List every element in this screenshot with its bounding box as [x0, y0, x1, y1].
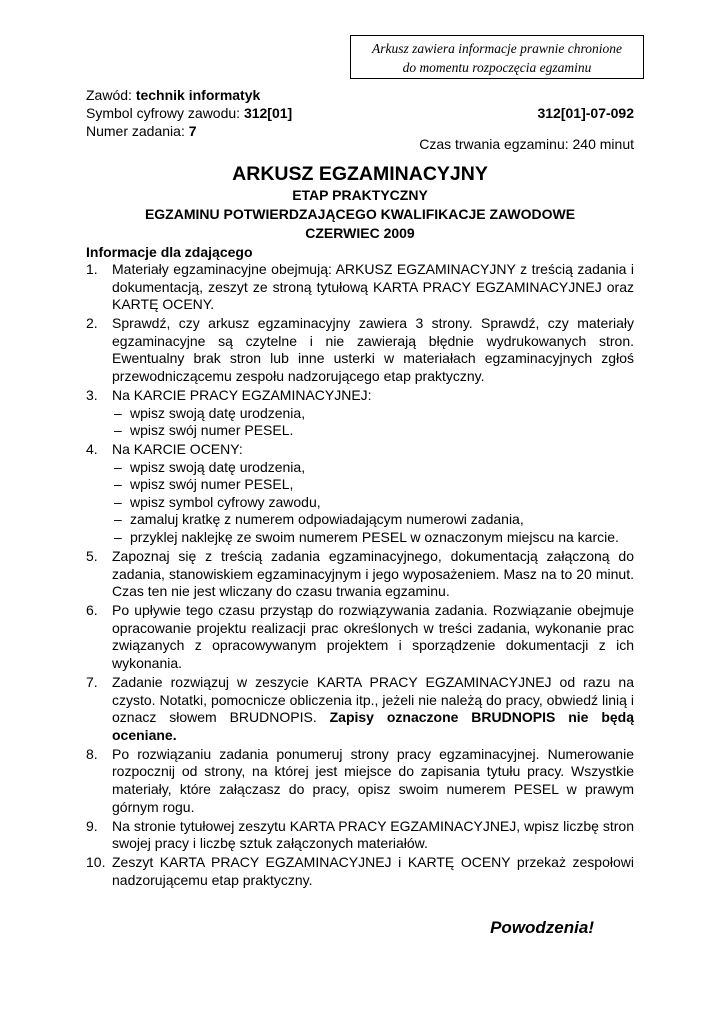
item-text: Materiały egzaminacyjne obejmują: ARKUSZ EGZAMINACYJNY z treścią zadania i dokumentacją, zeszyt ze stroną tytułową KARTA PRACY EGZAMINACYJNEJ oraz KARTĘ OCENY.	[112, 261, 634, 313]
title-block	[86, 162, 634, 243]
list-item	[86, 261, 634, 314]
sub-list	[112, 459, 634, 547]
page-title: ARKUSZ EGZAMINACYJNY	[232, 163, 488, 185]
item-text: Zeszyt KARTA PRACY EGZAMINACYJNEJ i KARTĘ OCENY przekaż zespołowi nadzorującemu etap praktyczny.	[112, 854, 634, 888]
sub-item-text: zamaluj kratkę z numerem odpowiadającym numerowi zadania,	[130, 511, 524, 528]
profession-row	[86, 86, 634, 104]
dash-bullet: –	[114, 458, 122, 475]
list-item	[86, 674, 634, 744]
item-number: 1.	[86, 261, 98, 277]
sub-item	[112, 405, 634, 423]
sub-item-text: wpisz swój numer PESEL,	[130, 476, 294, 493]
sub-list	[112, 405, 634, 440]
sub-item	[112, 459, 634, 477]
item-text-bold: Zapisy oznaczone BRUDNOPIS nie będą oceniane.	[112, 709, 634, 743]
list-item	[86, 387, 634, 440]
sub-item-text: wpisz swoją datę urodzenia,	[130, 404, 306, 421]
dash-bullet: –	[114, 422, 122, 439]
profession-value: technik informatyk	[135, 87, 261, 103]
symbol-row	[86, 104, 634, 122]
sub-item	[112, 529, 634, 547]
sub-item	[112, 511, 634, 529]
closing-message: Powodzenia!	[490, 918, 594, 937]
sub-item	[112, 476, 634, 494]
dash-bullet: –	[114, 404, 122, 421]
list-item	[86, 441, 634, 547]
item-number: 6.	[86, 602, 98, 619]
dash-bullet: –	[114, 476, 122, 493]
item-number: 8.	[86, 745, 98, 762]
item-text: Na KARCIE OCENY:	[112, 441, 243, 458]
item-number: 7.	[86, 674, 98, 690]
item-text: Po upływie tego czasu przystąp do rozwiązywania zadania. Rozwiązanie obejmuje opracowanie projektu realizacji prac określonych w treści zadania, wykonanie prac związanych z opracowywanym projektem i sporządzenie dokumentacji z ich wykonania.	[112, 602, 634, 672]
exam-date: CZERWIEC 2009	[305, 225, 415, 241]
dash-bullet: –	[114, 529, 122, 546]
list-item	[86, 602, 634, 672]
item-number: 5.	[86, 548, 98, 565]
symbol-label: Symbol cyfrowy zawodu:	[86, 105, 244, 121]
item-number: 2.	[86, 315, 98, 332]
sub-item-text: wpisz swoją datę urodzenia,	[130, 458, 306, 475]
confidentiality-notice	[350, 35, 644, 79]
list-item	[86, 818, 634, 853]
list-item	[86, 315, 634, 385]
item-text: Zapoznaj się z treścią zadania egzaminacyjnego, dokumentacją załączoną do zadania, stanowiskiem egzaminacyjnym i jego wyposażeniem. Masz na to 20 minut. Czas ten nie jest wliczany do czasu trwania egzaminu.	[112, 548, 634, 600]
exam-meta	[86, 86, 634, 140]
symbol-value: 312[01]	[243, 105, 293, 121]
dash-bullet: –	[114, 511, 122, 528]
sub-item-text: wpisz swój numer PESEL.	[130, 422, 294, 439]
item-text: Zadanie rozwiązuj w zeszycie KARTA PRACY EGZAMINACYJNEJ od razu na czysto. Notatki, pomocnicze obliczenia itp., jeżeli nie należą do pracy, obwiedź linią i oznacz słowem BRUDNOPIS.	[112, 674, 634, 726]
item-number: 4.	[86, 441, 98, 458]
task-label: Numer zadania:	[86, 123, 189, 139]
sub-item-text: wpisz symbol cyfrowy zawodu,	[130, 493, 321, 510]
exam-code: 312[01]-07-092	[537, 105, 634, 121]
notice-line-2: do momentu rozpoczęcia egzaminu	[402, 60, 592, 75]
list-item	[86, 854, 634, 889]
sub-item	[112, 422, 634, 440]
list-item	[86, 548, 634, 601]
item-text: Po rozwiązaniu zadania ponumeruj strony pracy egzaminacyjnej. Numerowanie rozpocznij od strony, na której jest miejsce do zapisania tytułu pracy. Wszystkie materiały, które załączasz do pracy, opisz swoim numerem PESEL w prawym górnym rogu.	[112, 745, 634, 815]
stage-title: ETAP PRAKTYCZNY	[292, 187, 428, 203]
item-number: 9.	[86, 817, 98, 834]
dash-bullet: –	[114, 493, 122, 510]
notice-line-1: Arkusz zawiera informacje prawnie chronione	[372, 41, 622, 56]
item-number: 3.	[86, 386, 98, 403]
item-text: Na stronie tytułowej zeszytu KARTA PRACY EGZAMINACYJNEJ, wpisz liczbę stron swojej pracy i liczbę sztuk załączonych materiałów.	[112, 817, 634, 852]
exam-title: EGZAMINU POTWIERDZAJĄCEGO KWALIFIKACJE ZAWODOWE	[144, 206, 576, 222]
profession-label: Zawód:	[86, 87, 136, 103]
sub-item-text: przyklej naklejkę ze swoim numerem PESEL w oznaczonym miejscu na karcie.	[130, 529, 619, 546]
exam-duration: Czas trwania egzaminu: 240 minut	[419, 136, 634, 152]
sub-item	[112, 494, 634, 512]
task-value: 7	[188, 123, 197, 139]
item-text: Na KARCIE PRACY EGZAMINACYJNEJ:	[112, 386, 372, 403]
list-item	[86, 746, 634, 816]
item-number: 10.	[86, 854, 106, 871]
info-heading: Informacje dla zdającego	[86, 244, 253, 260]
item-text: Sprawdź, czy arkusz egzaminacyjny zawiera 3 strony. Sprawdź, czy materiały egzaminacyjne są czytelne i nie zawierają błędnie wydrukowanych stron. Ewentualny brak stron lub inne usterki w materiałach egzaminacyjnych zgłoś przewodniczącemu zespołu nadzorującego etap praktyczny.	[112, 315, 634, 384]
instructions-list	[86, 261, 634, 891]
